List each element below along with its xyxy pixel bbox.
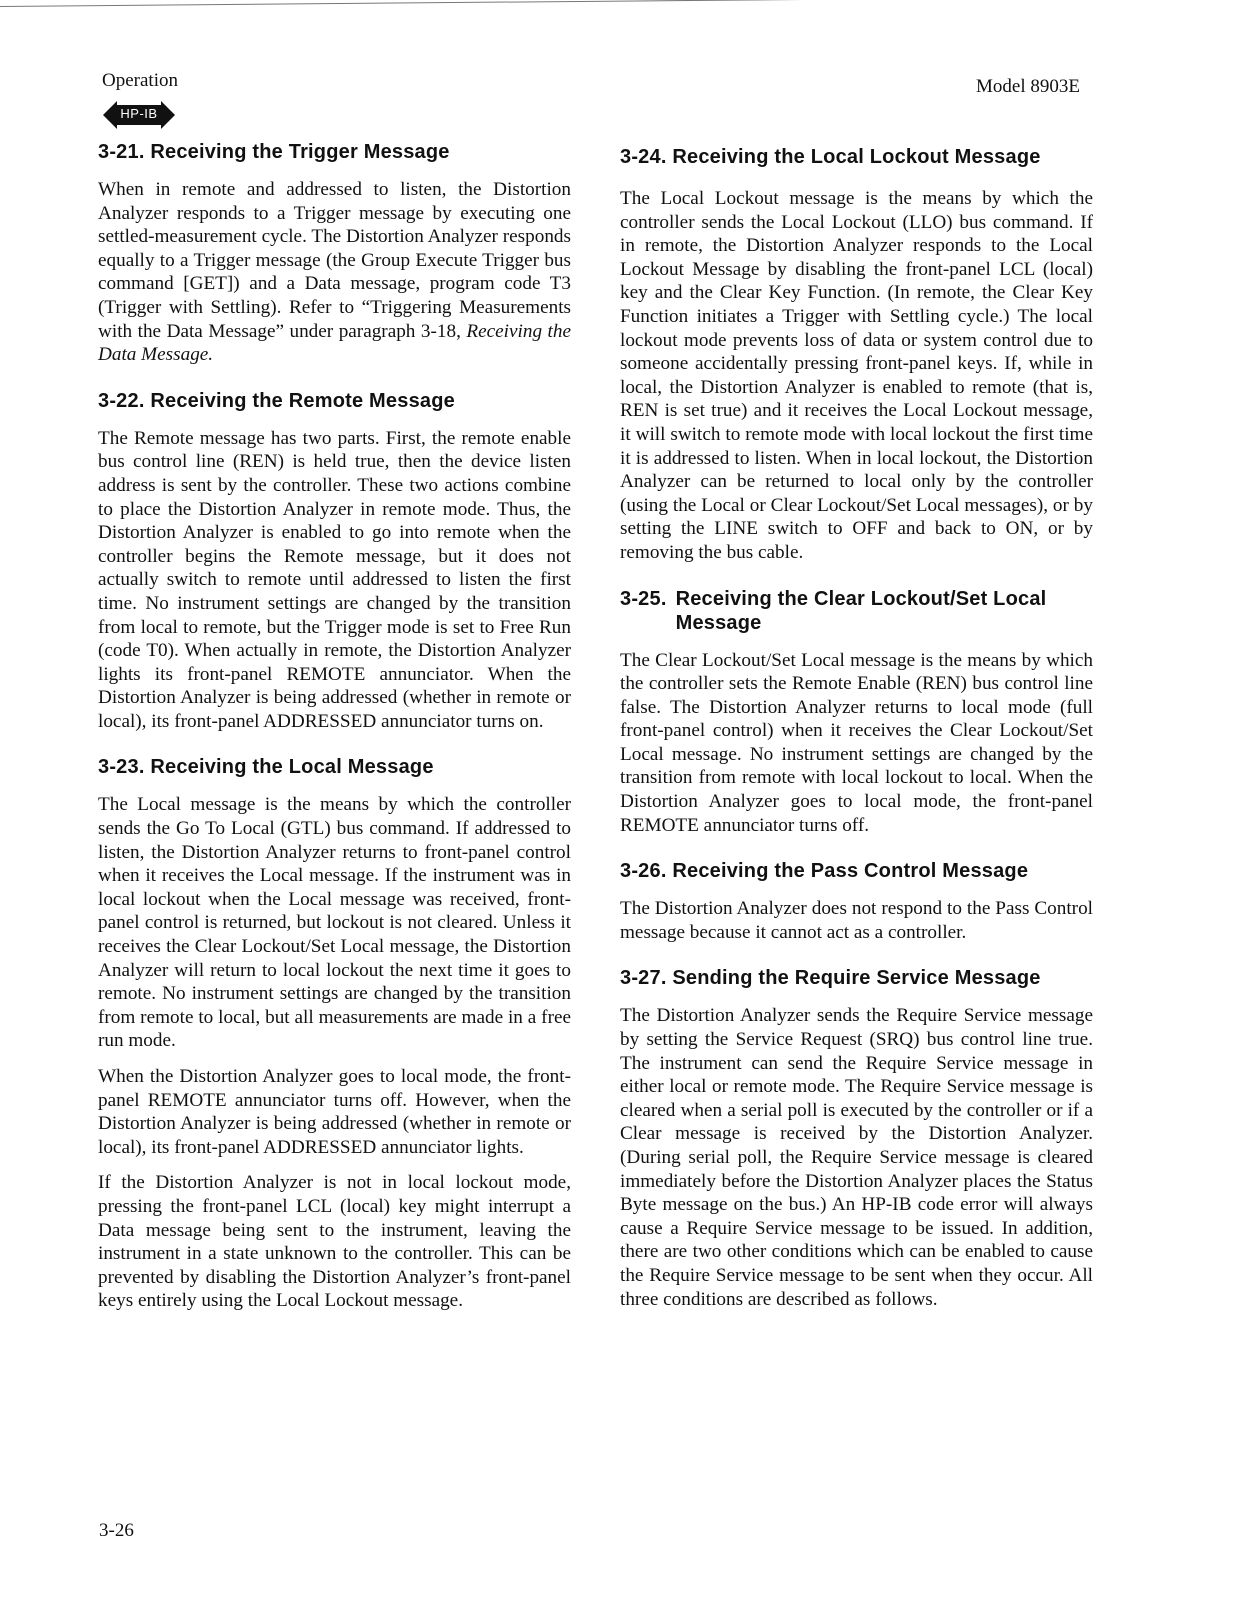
paragraph: The Distortion Analyzer does not respond to the Pass Control message because it cannot act as a controller. [620, 898, 1093, 943]
section-number: 3-21. [98, 141, 145, 163]
section-title: Receiving the Clear Lockout/Set Local Message [675, 587, 1047, 634]
running-header-model: Model 8903E [976, 76, 1080, 97]
italic-reference: Receiving the Data Message. [98, 320, 571, 366]
paragraph: The Distortion Analyzer sends the Require Service message by setting the Service Request (SRQ) bus control line true. The instrument can send the Require Service message in either local or remote mode. The Require Service message is cleared when a serial poll is executed by the controller or if a Clear message is received by the Distortion Analyzer. (During serial poll, the Require Service message is cleared immediately before the Distortion Analyzer places the Status Byte message on the bus.) An HP-IB code error will always cause a Require Service message to be issued. In addition, there are two other conditions which can be enabled to cause the Require Service message to be sent when they occur. All three conditions are described as follows. [620, 1005, 1093, 1310]
section-title: Receiving the Local Message [150, 756, 434, 779]
section-heading [620, 859, 1093, 883]
page-number: 3-26 [99, 1520, 134, 1541]
section-heading [620, 587, 1093, 635]
section-number: 3-24. [620, 146, 667, 168]
section-number: 3-25. [620, 587, 667, 610]
section-3-23 [98, 755, 571, 1312]
section-title: Receiving the Trigger Message [150, 141, 450, 163]
section-3-25 [620, 587, 1093, 838]
section-heading [98, 755, 571, 779]
left-column [98, 140, 571, 1335]
section-3-22 [98, 389, 571, 734]
paragraph: When the Distortion Analyzer goes to local mode, the front-panel REMOTE annunciator turns off. However, when the Distortion Analyzer is being addressed (whether in remote or local), its front-panel ADDRESSED annunciator lights. [98, 1066, 571, 1158]
paragraph: The Local Lockout message is the means by which the controller sends the Local Lockout (LLO) bus command. If in remote, the Distortion Analyzer responds to the Local Lockout Message by disabling the front-panel LCL (local) key and the Clear Key Function. (In remote, the Clear Key Function initiates a Trigger with Settling cycle.) The local lockout mode prevents loss of data or system control due to someone accidentally pressing front-panel keys. If, while in local, the Distortion Analyzer is enabled to remote (that is, REN is set true) and it receives the Local Lockout message, it will switch to remote mode with local lockout the first time it is addressed to listen. When in local lockout, the Distortion Analyzer can be returned to local only by the controller (using the Local or Clear Lockout/Set Local messages), or by setting the LINE switch to OFF and back to ON, or by removing the bus cable. [620, 188, 1093, 563]
section-title: Receiving the Local Lockout Message [672, 146, 1041, 168]
section-heading [620, 145, 1093, 169]
section-number: 3-22. [98, 389, 145, 412]
section-3-27 [620, 966, 1093, 1311]
section-number: 3-27. [620, 967, 667, 990]
paragraph-text: When in remote and addressed to listen, the Distortion Analyzer responds to a Trigger message by executing one settled-measurement cycle. The Distortion Analyzer responds equally to a Trigger message (the Group Execute Trigger bus command [GET]) and a Data message, program code T3 (Trigger with Settling). Refer to “Triggering Measurements with the Data Message” under paragraph 3-18, [98, 179, 571, 342]
section-number: 3-26. [620, 860, 667, 883]
paragraph: The Remote message has two parts. First, the remote enable bus control line (REN) is held true, then the device listen address is sent by the controller. These two actions combine to place the Distortion Analyzer in remote mode. Thus, the Distortion Analyzer is enabled to go into remote when the controller begins the Remote message, but it does not actually switch to remote until addressed to listen the first time. No instrument settings are changed by the transition from local to remote, but the Trigger mode is set to Free Run (code T0). When actually in remote, the Distortion Analyzer lights its front-panel REMOTE annunciator. When the Distortion Analyzer is being addressed (whether in remote or local), its front-panel ADDRESSED annunciator turns on. [98, 427, 571, 732]
section-heading [98, 389, 571, 413]
hp-ib-badge-label: HP-IB [120, 106, 158, 121]
section-heading [620, 966, 1093, 990]
top-rule [0, 0, 1200, 7]
paragraph [98, 178, 571, 367]
hp-ib-badge [103, 101, 175, 129]
section-heading [98, 140, 571, 164]
section-title: Receiving the Remote Message [150, 389, 455, 412]
section-title: Receiving the Pass Control Message [672, 860, 1029, 883]
section-3-26 [620, 859, 1093, 944]
section-3-21 [98, 140, 571, 367]
section-3-24 [620, 145, 1093, 565]
section-number: 3-23. [98, 756, 145, 779]
running-header-section: Operation [102, 70, 178, 91]
paragraph: The Local message is the means by which the controller sends the Go To Local (GTL) bus command. If addressed to listen, the Distortion Analyzer returns to front-panel control when it receives the Local message. If the instrument was in local lockout when the Local message was received, front-panel control is returned, but lockout is not cleared. Unless it receives the Clear Lockout/Set Local message, the Distortion Analyzer will return to local lockout the next time it goes to remote. No instrument settings are changed by the transition from remote to local, but all measurements are made in a free run mode. [98, 794, 571, 1052]
section-title: Sending the Require Service Message [672, 967, 1041, 990]
right-column [620, 145, 1093, 1333]
paragraph: The Clear Lockout/Set Local message is the means by which the controller sets the Remote Enable (REN) bus control line false. The Distortion Analyzer returns to local mode (full front-panel control) when it receives the Clear Lockout/Set Local message. No instrument settings are changed by the transition from remote with local lockout to local. When the Distortion Analyzer goes to local mode, the front-panel REMOTE annunciator turns off. [620, 649, 1093, 836]
paragraph: If the Distortion Analyzer is not in local lockout mode, pressing the front-panel LCL (local) key might interrupt a Data message being sent to the instrument, leaving the instrument in a state unknown to the controller. This can be prevented by disabling the Distortion Analyzer’s front-panel keys entirely using the Local Lockout message. [98, 1172, 571, 1312]
